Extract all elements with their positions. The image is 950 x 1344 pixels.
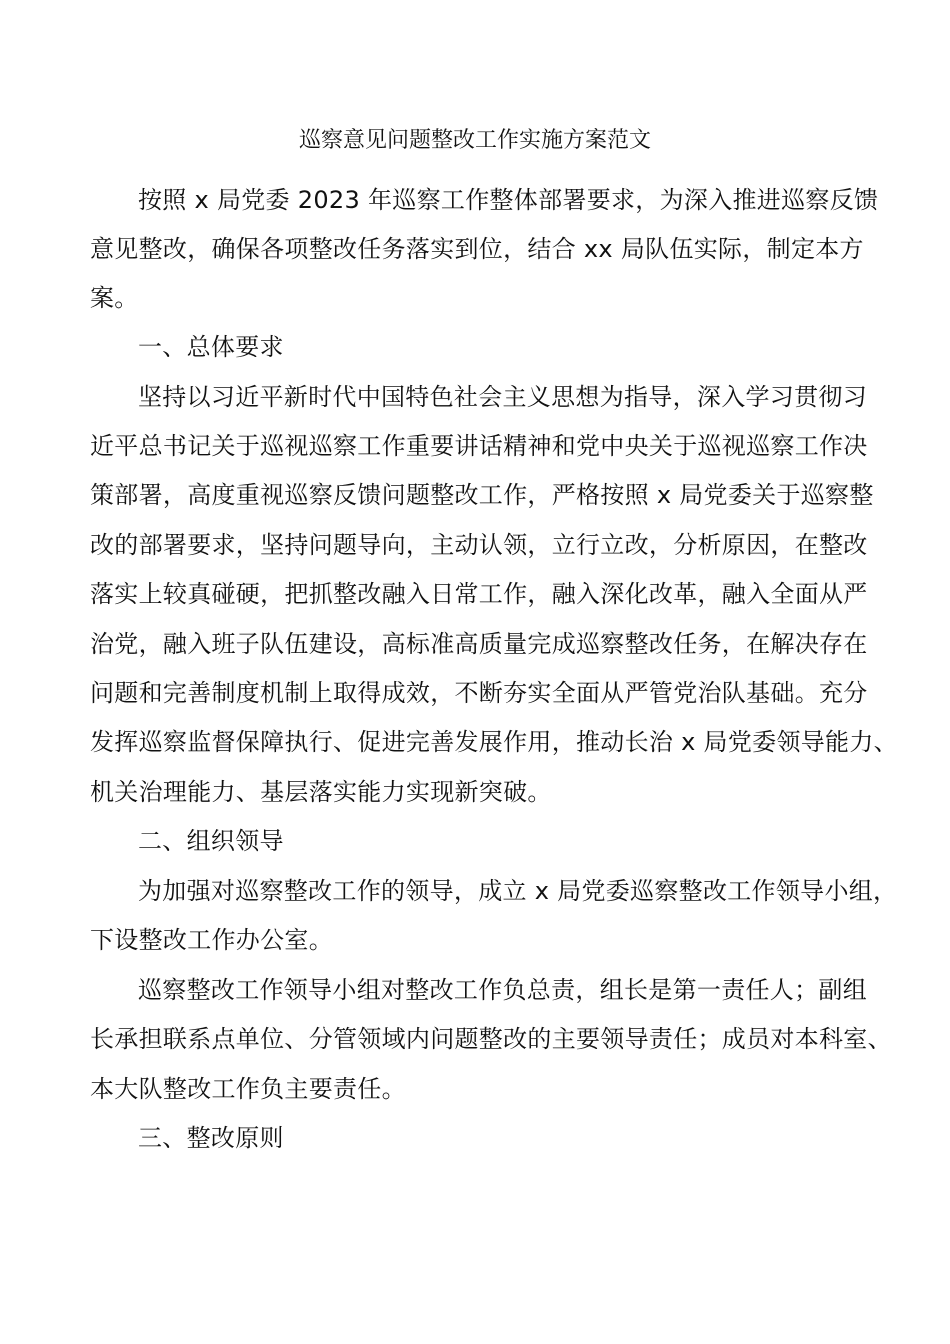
paragraph-line: 近平总书记关于巡视巡察工作重要讲话精神和党中央关于巡视巡察工作决 — [90, 432, 868, 460]
paragraph-line: 坚持以习近平新时代中国特色社会主义思想为指导，深入学习贯彻习 — [138, 383, 867, 411]
paragraph-line: 改的部署要求，坚持问题导向，主动认领，立行立改，分析原因，在整改 — [90, 531, 868, 559]
section-heading: 三、整改原则 — [138, 1124, 284, 1152]
paragraph-line: 发挥巡察监督保障执行、促进完善发展作用，推动长治 x 局党委领导能力、 — [90, 728, 898, 756]
paragraph-line: 问题和完善制度机制上取得成效，不断夯实全面从严管党治队基础。充分 — [90, 679, 868, 707]
paragraph-line: 按照 x 局党委 2023 年巡察工作整体部署要求，为深入推进巡察反馈 — [138, 186, 879, 214]
document-title: 巡察意见问题整改工作实施方案范文 — [298, 128, 651, 153]
paragraph-line: 治党，融入班子队伍建设，高标准高质量完成巡察整改任务，在解决存在 — [90, 630, 868, 658]
section-heading: 二、组织领导 — [138, 827, 284, 855]
paragraph-line: 机关治理能力、基层落实能力实现新突破。 — [90, 778, 552, 806]
paragraph-line: 巡察整改工作领导小组对整改工作负总责，组长是第一责任人；副组 — [138, 976, 867, 1004]
paragraph-line: 案。 — [90, 284, 139, 312]
paragraph-line: 长承担联系点单位、分管领域内问题整改的主要领导责任；成员对本科室、 — [90, 1025, 892, 1053]
paragraph-line: 落实上较真碰硬，把抓整改融入日常工作，融入深化改革，融入全面从严 — [90, 580, 868, 608]
section-heading: 一、总体要求 — [138, 333, 284, 361]
paragraph-line: 策部署，高度重视巡察反馈问题整改工作，严格按照 x 局党委关于巡察整 — [90, 481, 874, 509]
paragraph-line: 意见整改，确保各项整改任务落实到位，结合 xx 局队伍实际，制定本方 — [90, 235, 864, 263]
paragraph-line: 下设整改工作办公室。 — [90, 926, 333, 954]
paragraph-line: 为加强对巡察整改工作的领导，成立 x 局党委巡察整改工作领导小组， — [138, 877, 898, 905]
paragraph-line: 本大队整改工作负主要责任。 — [90, 1075, 406, 1103]
